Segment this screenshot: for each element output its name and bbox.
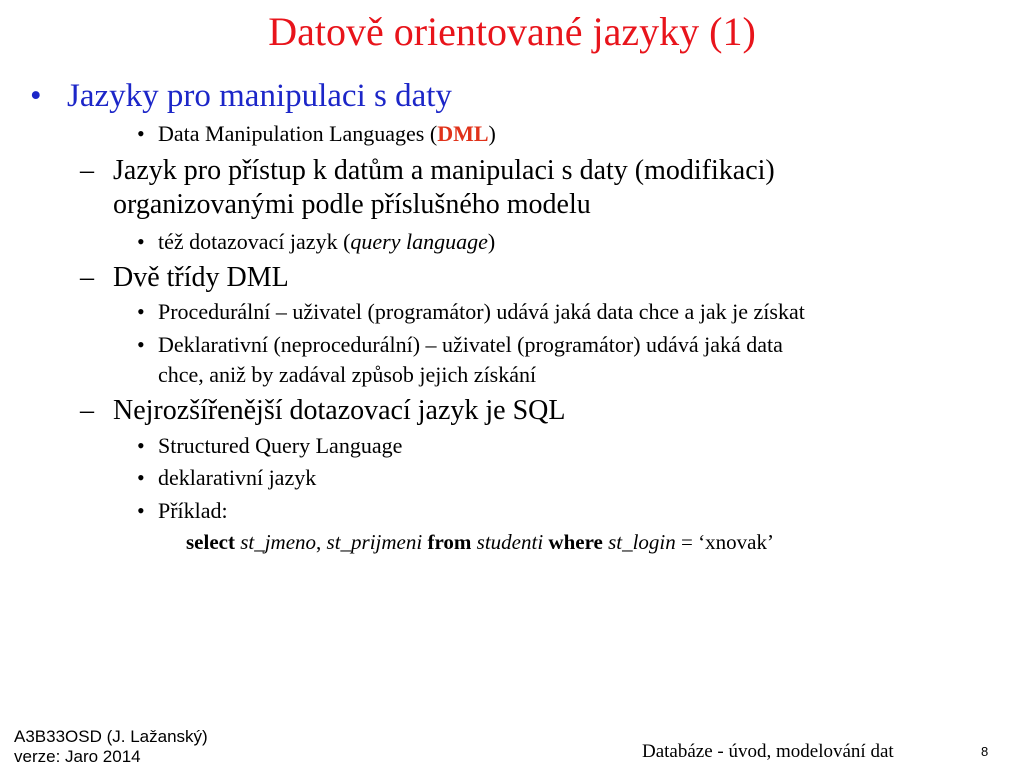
- footer-topic: Databáze - úvod, modelování dat: [642, 741, 894, 762]
- sql-keyword-select: select: [186, 530, 235, 554]
- list-item-query-language: [158, 228, 495, 256]
- list-item-dml: [158, 120, 496, 148]
- footer-course-name: A3B33OSD (J. Lažanský): [14, 727, 208, 746]
- bullet-dot: •: [137, 332, 145, 357]
- bullet-dot: •: [137, 465, 145, 490]
- list-item-procedural: Procedurální – uživatel (programátor) udává jaká data chce a jak je získat: [158, 299, 805, 324]
- sql-keyword-where: where: [548, 530, 603, 554]
- list-item-declarative-cont: chce, aniž by zadával způsob jejich získání: [158, 362, 537, 387]
- sql-example: [186, 528, 774, 556]
- item-text: Data Manipulation Languages (: [158, 121, 438, 146]
- footer-version: verze: Jaro 2014: [14, 747, 141, 766]
- level1-text: Jazyky pro manipulaci s daty: [67, 78, 452, 114]
- list-item-access-cont: organizovanými podle příslušného modelu: [113, 189, 591, 220]
- dash-marker: –: [80, 395, 94, 426]
- bullet-dot: •: [137, 498, 145, 523]
- footer-course: [14, 727, 208, 767]
- list-item-structured-query: Structured Query Language: [158, 433, 403, 458]
- list-item-sql: Nejrozšířenější dotazovací jazyk je SQL: [113, 395, 566, 426]
- sql-column: st_jmeno: [240, 530, 317, 554]
- sql-keyword-from: from: [427, 530, 472, 554]
- bullet-dot: •: [137, 121, 145, 146]
- dash-marker: –: [80, 262, 94, 293]
- dash-marker: –: [80, 155, 94, 186]
- item-text: též dotazovací jazyk (: [158, 229, 351, 254]
- bullet-dot: •: [30, 78, 42, 114]
- item-text: ): [488, 121, 496, 146]
- sql-column: st_prijmeni: [326, 530, 423, 554]
- query-language-italic: query language: [350, 229, 488, 254]
- page-number: 8: [981, 744, 989, 759]
- sql-operator: =: [675, 530, 699, 554]
- list-item-access: Jazyk pro přístup k datům a manipulaci s daty (modifikaci): [113, 155, 775, 186]
- list-item-two-classes: Dvě třídy DML: [113, 262, 289, 293]
- dml-highlight: DML: [437, 121, 489, 146]
- list-item-declarative-lang: deklarativní jazyk: [158, 465, 317, 490]
- sql-column: st_login: [608, 530, 676, 554]
- list-item-declarative: Deklarativní (neprocedurální) – uživatel (programátor) udává jaká data: [158, 332, 783, 357]
- sql-comma: ,: [316, 530, 327, 554]
- bullet-level1-jazyky: [30, 76, 42, 116]
- bullet-dot: •: [137, 433, 145, 458]
- bullet-dot: •: [137, 229, 145, 254]
- slide-title: Datově orientované jazyky (1): [268, 9, 756, 54]
- sql-table: studenti: [476, 530, 544, 554]
- bullet-dot: •: [137, 299, 145, 324]
- item-text: ): [487, 229, 496, 254]
- list-item-example: Příklad:: [158, 498, 228, 523]
- sql-value: ‘xnovak’: [698, 530, 774, 554]
